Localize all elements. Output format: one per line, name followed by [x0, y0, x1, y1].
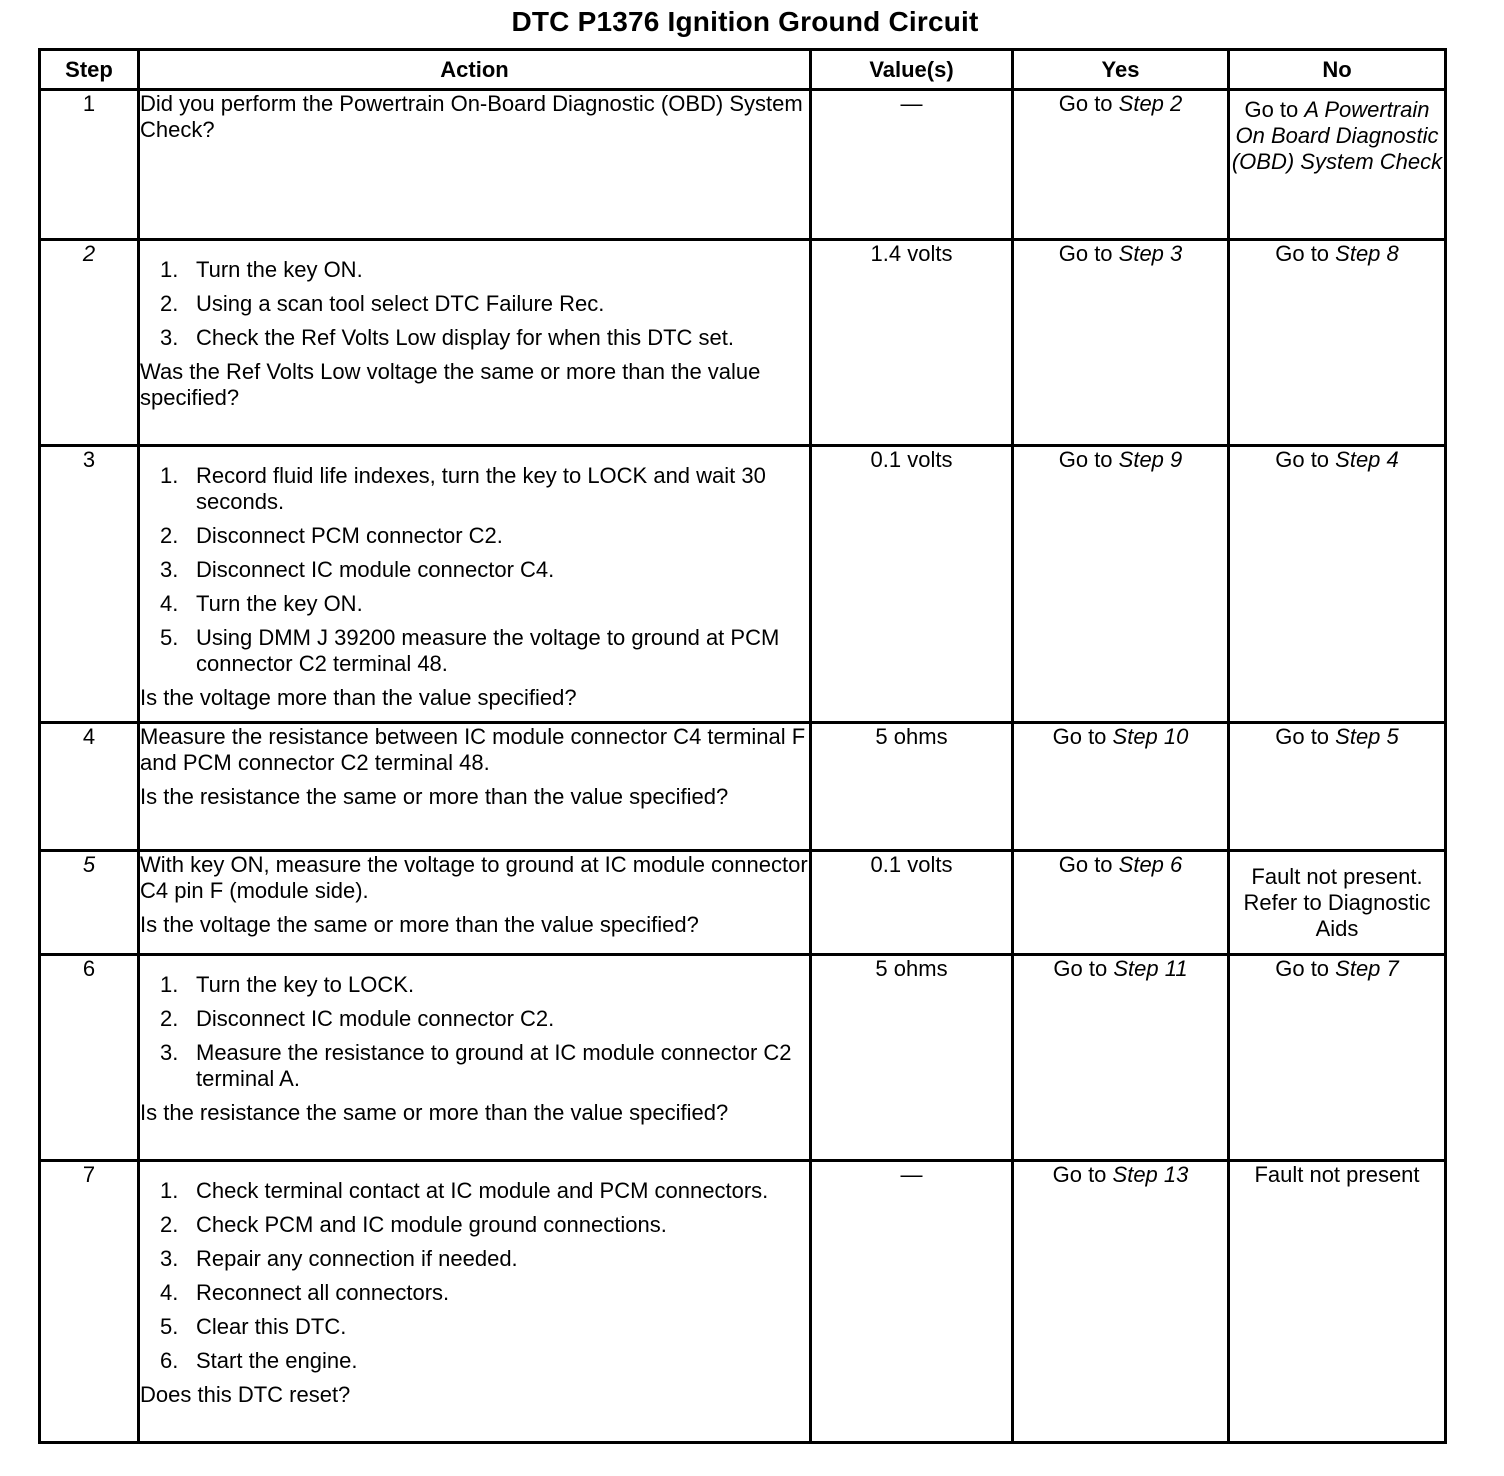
list-item: 1. Turn the key to LOCK.: [160, 972, 415, 997]
no-cell: Fault not present: [1229, 1161, 1446, 1443]
yes-cell: [1013, 240, 1229, 446]
list-item: 3. Measure the resistance to ground at IC module connector C2 terminal A.: [160, 1040, 792, 1091]
list-item: 5. Clear this DTC.: [160, 1314, 347, 1339]
no-cell: [1229, 240, 1446, 446]
goto-label: Go to: [1244, 97, 1305, 122]
header-step: Step: [40, 50, 139, 90]
table-row-step-3: [40, 446, 1446, 723]
goto-label: Go to: [1275, 447, 1336, 472]
goto-label: Go to: [1275, 241, 1336, 266]
value-cell: —: [811, 1161, 1013, 1443]
list-item: 2. Disconnect IC module connector C2.: [160, 1006, 555, 1031]
action-cell: [139, 955, 811, 1161]
list-item: 4. Turn the key ON.: [160, 591, 363, 616]
table-row-step-7: [40, 1161, 1446, 1443]
goto-label: Go to: [1052, 1162, 1113, 1187]
no-cell: [1229, 90, 1446, 240]
goto-step-link: Step 11: [1113, 956, 1188, 981]
goto-label: Go to: [1058, 447, 1119, 472]
table-header-row: [40, 50, 1446, 90]
list-item: 6. Start the engine.: [160, 1348, 358, 1373]
action-text: Did you perform the Powertrain On-Board Diagnostic (OBD) System Check?: [140, 91, 803, 142]
table-row-step-1: [40, 90, 1446, 240]
step-number: 3: [40, 446, 139, 723]
goto-step-link: Step 3: [1118, 241, 1183, 266]
action-cell: [139, 851, 811, 955]
list-item: 1. Check terminal contact at IC module and PCM connectors.: [160, 1178, 769, 1203]
page-title: DTC P1376 Ignition Ground Circuit: [511, 6, 979, 37]
step-number: 6: [40, 955, 139, 1161]
goto-label: Go to: [1053, 956, 1114, 981]
header-no: No: [1229, 50, 1446, 90]
question-text: Was the Ref Volts Low voltage the same or more than the value specified?: [140, 359, 761, 410]
goto-step-link: Step 2: [1118, 91, 1183, 116]
list-item: 3. Check the Ref Volts Low display for when this DTC set.: [160, 325, 735, 350]
goto-step-link: Step 7: [1335, 956, 1399, 981]
goto-step-link: Step 4: [1335, 447, 1399, 472]
procedure-list: [140, 1178, 809, 1374]
value-cell: 5 ohms: [811, 955, 1013, 1161]
step-number: 4: [40, 723, 139, 851]
table-row-step-2: [40, 240, 1446, 446]
header-action: Action: [139, 50, 811, 90]
question-text: Does this DTC reset?: [140, 1382, 351, 1407]
no-cell: [1229, 723, 1446, 851]
action-cell: [139, 1161, 811, 1443]
goto-step-link: Step 10: [1112, 724, 1189, 749]
question-text: Is the voltage the same or more than the value specified?: [140, 912, 699, 937]
action-cell: [139, 240, 811, 446]
goto-step-link: Step 5: [1335, 724, 1399, 749]
goto-label: Go to: [1275, 956, 1336, 981]
goto-label: Go to: [1058, 241, 1119, 266]
yes-cell: [1013, 1161, 1229, 1443]
question-text: Is the resistance the same or more than the value specified?: [140, 784, 729, 809]
step-number: 1: [40, 90, 139, 240]
list-item: 4. Reconnect all connectors.: [160, 1280, 450, 1305]
header-yes: Yes: [1013, 50, 1229, 90]
no-cell: [1229, 955, 1446, 1161]
table-row-step-6: [40, 955, 1446, 1161]
value-cell: 0.1 volts: [811, 851, 1013, 955]
goto-step-link: Step 9: [1118, 447, 1183, 472]
goto-step-link: Step 8: [1335, 241, 1399, 266]
step-number: 5: [40, 851, 139, 955]
list-item: 1. Record fluid life indexes, turn the key to LOCK and wait 30 seconds.: [160, 463, 766, 514]
diagnostic-table: [38, 48, 1447, 1444]
yes-cell: [1013, 446, 1229, 723]
yes-cell: [1013, 851, 1229, 955]
procedure-list: [140, 257, 809, 351]
goto-step-link: Step 13: [1112, 1162, 1189, 1187]
list-item: 5. Using DMM J 39200 measure the voltage to ground at PCM connector C2 terminal 48.: [160, 625, 780, 676]
list-item: 2. Disconnect PCM connector C2.: [160, 523, 503, 548]
header-values: Value(s): [811, 50, 1013, 90]
goto-label: Go to: [1058, 91, 1119, 116]
yes-cell: [1013, 90, 1229, 240]
value-cell: —: [811, 90, 1013, 240]
list-item: 3. Disconnect IC module connector C4.: [160, 557, 555, 582]
list-item: 3. Repair any connection if needed.: [160, 1246, 518, 1271]
action-cell: [139, 723, 811, 851]
yes-cell: [1013, 955, 1229, 1161]
goto-label: Go to: [1058, 852, 1119, 877]
action-text: Measure the resistance between IC module connector C4 terminal F and PCM connector C2 terminal 48.: [140, 724, 806, 775]
action-cell: [139, 90, 811, 240]
question-text: Is the resistance the same or more than the value specified?: [140, 1100, 729, 1125]
yes-cell: [1013, 723, 1229, 851]
value-cell: 0.1 volts: [811, 446, 1013, 723]
goto-check-link: A Powertrain On Board Diagnostic (OBD) System Check: [1231, 97, 1443, 174]
step-number: 7: [40, 1161, 139, 1443]
action-cell: [139, 446, 811, 723]
goto-label: Go to: [1052, 724, 1113, 749]
procedure-list: [140, 972, 809, 1092]
procedure-list: [140, 463, 809, 677]
value-cell: 1.4 volts: [811, 240, 1013, 446]
question-text: Is the voltage more than the value specified?: [140, 685, 577, 710]
list-item: 1. Turn the key ON.: [160, 257, 363, 282]
table-row-step-4: [40, 723, 1446, 851]
no-cell: Fault not present. Refer to Diagnostic Aids: [1229, 851, 1446, 955]
step-number: 2: [40, 240, 139, 446]
table-row-step-5: [40, 851, 1446, 955]
value-cell: 5 ohms: [811, 723, 1013, 851]
no-cell: [1229, 446, 1446, 723]
action-text: With key ON, measure the voltage to ground at IC module connector C4 pin F (module side).: [140, 852, 808, 903]
goto-label: Go to: [1275, 724, 1336, 749]
list-item: 2. Check PCM and IC module ground connections.: [160, 1212, 667, 1237]
goto-step-link: Step 6: [1118, 852, 1183, 877]
list-item: 2. Using a scan tool select DTC Failure Rec.: [160, 291, 605, 316]
